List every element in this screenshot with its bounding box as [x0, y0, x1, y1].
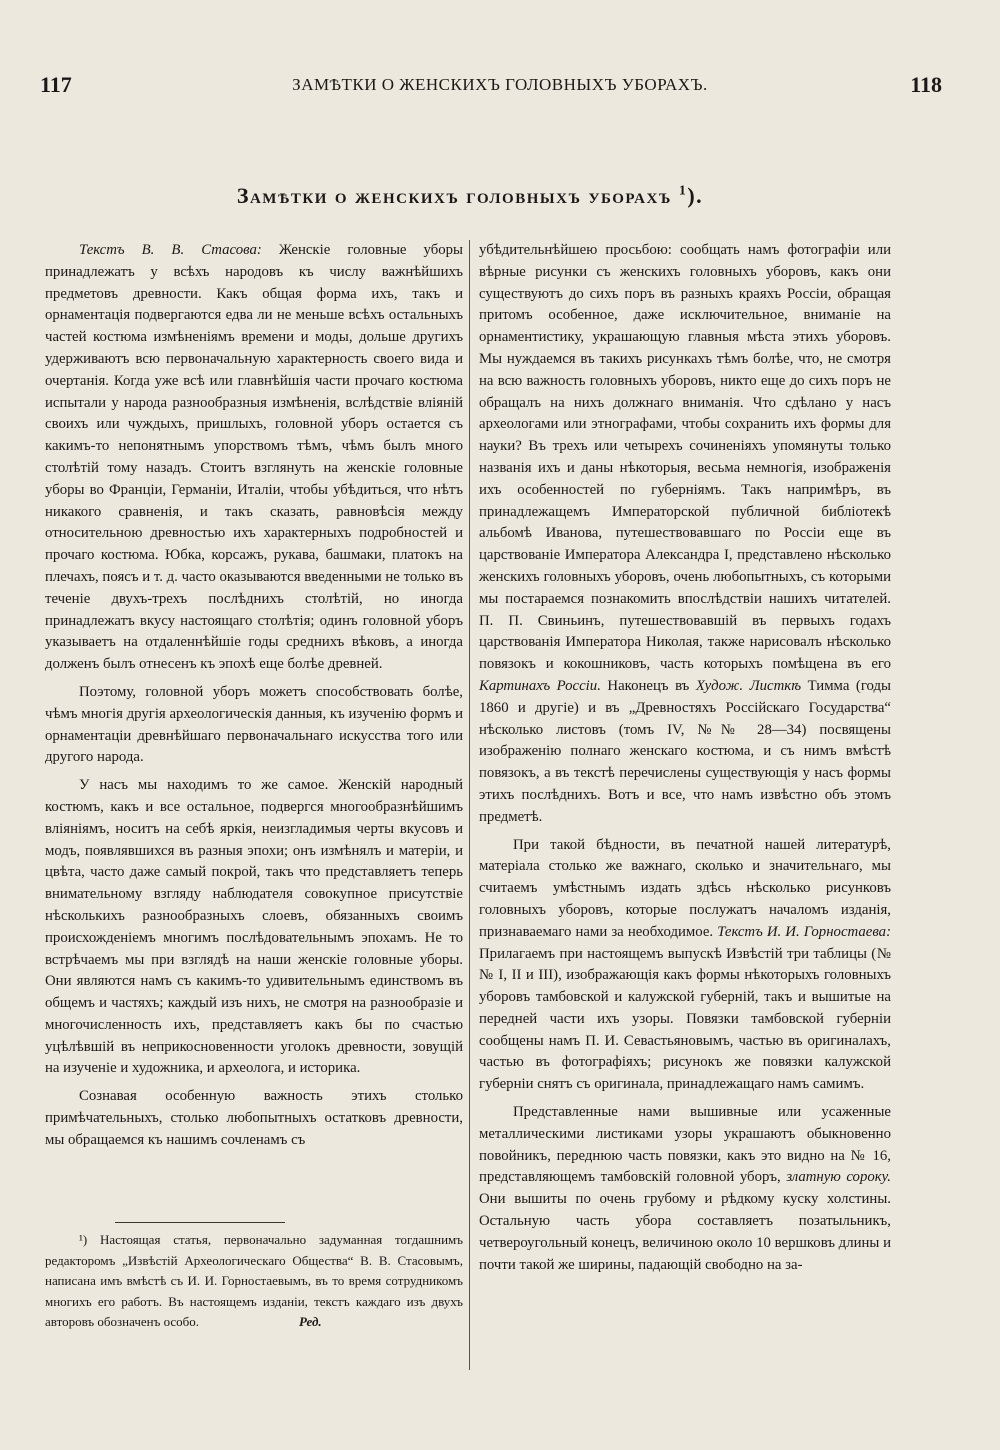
- footnote-text: Настоящая статья, первоначально задуманная тогдашнимъ редакторомъ „Извѣстiй Археологическаго Общества“ В. В. Стасовымъ, написана имъ вмѣстѣ съ И. И. Горностаевымъ, въ то время сотрудникомъ многихъ его работъ. Въ настоящемъ изданiи, текстъ каждаго изъ двухъ авторовъ обозначенъ особо.: [45, 1232, 463, 1329]
- paragraph-text: Тимма (годы 1860 и другiе) и въ „Древностяхъ Россiйскаго Государства“ нѣсколько листовъ (томъ IV, №№ 28—34) посвящены изображенiю полнаго женскаго костюма, и съ нимъ вмѣстѣ повязокъ, а въ текстѣ перечислены существующiя у насъ формы этихъ послѣднихъ. Вотъ и все, что намъ извѣстно объ этомъ предметѣ.: [479, 677, 891, 825]
- column-divider: [469, 240, 470, 1370]
- footnote-rule: [115, 1222, 285, 1223]
- author-label: Текстъ И. И. Горностаева:: [717, 923, 891, 940]
- italic-phrase: златную сороку.: [786, 1169, 892, 1186]
- paragraph: Поэтому, головной уборъ можетъ способствовать болѣе, чѣмъ многiя другiя археологическiя данныя, къ изученiю формъ и орнаментацiи древнѣйшаго первоначальнаго искусства того или другого народа.: [45, 683, 463, 766]
- paragraph: [479, 835, 891, 1097]
- italic-title: Картинахъ Россiи.: [479, 677, 601, 694]
- paragraph-text: убѣдительнѣйшею просьбою: сообщать намъ фотографiи или вѣрные рисунки съ женскихъ головныхъ уборовъ, какъ они существуютъ до сихъ поръ въ разныхъ краяхъ Россiи, обращая притомъ особенное, даже исключительное, вниманiе на орнаментистику, украшающую главныя мѣста этихъ уборовъ. Мы нуждаемся въ такихъ рисункахъ тѣмъ болѣе, что, не смотря на всю важность головныхъ уборовъ, никто еще до сихъ поръ не обращалъ на нихъ должнаго вниманiя. Что сдѣлано у насъ археологами или этнографами, чтобы сохранить ихъ формы для науки? Въ трехъ или четырехъ сочиненiяхъ упомянуты только названiя ихъ и даны нѣкоторыя, весьма немногiя, изображенiя ихъ особенностей по губернiямъ. Такъ напримѣръ, въ принадлежащемъ Императорской публичной библiотекѣ альбомѣ Иванова, путешествовавшаго по Россiи еще въ царствованiе Императора Александра I, представлено нѣсколько женскихъ головныхъ уборовъ, очень любопытныхъ, съ которыми мы постараемся познакомить впослѣдствiи нашихъ читателей. П. П. Свиньинъ, путешествовавшiй въ первыхъ годахъ царствованiя Императора Николая, также нарисовалъ нѣсколько повязокъ и кокошниковъ, часть которыхъ помѣщена въ его: [479, 242, 891, 673]
- footnote-mark: ¹): [79, 1232, 88, 1247]
- paragraph: У насъ мы находимъ то же самое. Женскiй народный костюмъ, какъ и все остальное, подвергся многообразнѣйшимъ влiянiямъ, носитъ на себѣ яркiя, неизгладимыя черты вкусовъ и модъ, появлявшихся въ разныя эпохи; онъ измѣнялъ и матерiи, и цвѣта, часто даже самый покрой, такъ что представляетъ теперь внимательному взгляду наблюдателя совокупное присутствiе нѣсколькихъ разнообразныхъ слоевъ, обязанныхъ своимъ происхожденiемъ многимъ послѣдовательнымъ эпохамъ. Не то встрѣчаемъ мы при взглядѣ на наши женскiе головные уборы. Они являются намъ съ какимъ-то удивительнымъ единствомъ въ общемъ и частяхъ; каждый изъ нихъ, не смотря на разнообразiе и многочисленность ихъ, представляетъ какъ бы по счастью уцѣлѣвшiй въ неприкосновенности уголокъ древности, зовущiй на изученiе и художника, и археолога, и историка.: [45, 777, 463, 1077]
- running-title: ЗАМѢТКИ О ЖЕНСКИХЪ ГОЛОВНЫХЪ УБОРАХЪ.: [292, 75, 708, 94]
- paragraph-text: Женскiе головные уборы принадлежатъ у всѣхъ народовъ къ числу важнѣйшихъ предметовъ древности. Какъ общая форма ихъ, такъ и орнаментацiя подвергаются едва ли не меньше всѣхъ остальныхъ частей костюма измѣненiямъ времени и моды, дольше другихъ удерживаютъ всю первоначальную характерность своего вида и очертанiя. Когда уже всѣ или главнѣйшiя части прочаго костюма испытали у народа разнообразныя измѣненiя, вслѣдствiе влiянiй своихъ или чуждыхъ, пришлыхъ, головной уборъ остается съ какимъ-то непонятнымъ упорствомъ тѣмъ, чѣмъ былъ много столѣтiй тому назадъ. Стоитъ взглянуть на женскiе головные уборы во Францiи, Германiи, Италiи, чтобы убѣдиться, что нѣтъ никакого сравненiя, и такъ сказать, равновѣсiя между относительною древностью ихъ характерныхъ подробностей и прочаго костюма. Юбка, корсажъ, рукава, башмаки, платокъ на плечахъ, поясъ и т. д. часто оказываются введенными не только въ теченiе двухъ-трехъ послѣднихъ столѣтiй, но иногда принадлежатъ вкусу настоящаго столѣтiя; одинъ головной уборъ указываетъ на отдаленнѣйшiе годы среднихъ вѣковъ, а иногда долженъ былъ отнесенъ къ эпохѣ еще болѣе древней.: [45, 242, 463, 673]
- paragraph-text: Наконецъ въ: [607, 677, 690, 694]
- footnote-signature: Ред.: [299, 1314, 322, 1329]
- paragraph: Сознавая особенную важность этихъ столько примѣчательныхъ, столько любопытныхъ остатковъ древности, мы обращаемся къ нашимъ сочленамъ съ: [45, 1088, 463, 1148]
- page-number-right: 118: [910, 72, 942, 97]
- author-label: Текстъ В. В. Стасова:: [79, 242, 262, 258]
- page-number-left: 117: [40, 72, 72, 97]
- paragraph: [479, 1102, 891, 1276]
- article-title-text: Замѣтки о женскихъ головныхъ уборахъ: [236, 183, 672, 208]
- italic-title: Худож. Листкѣ: [695, 677, 802, 694]
- running-header: [0, 72, 1000, 102]
- article-title: [0, 183, 940, 209]
- footnote: [45, 1230, 463, 1333]
- paragraph: [479, 240, 891, 829]
- paragraph-text: Прилагаемъ при настоящемъ выпускѣ Извѣстiй три таблицы (№№ I, II и III), изображающiя какъ формы нѣкоторыхъ головныхъ уборовъ тамбовской и калужской губернiй, такъ и вышитые на передней части ихъ узоры. Повязки тамбовской губернiи сообщены намъ П. И. Севастьяновымъ, частью въ оригиналахъ, частью въ фотографiяхъ; рисунокъ же повязки калужской губернiи снятъ съ оригинала, принадлежащаго намъ самимъ.: [479, 945, 891, 1093]
- paragraph: [45, 240, 463, 676]
- paragraph-text: Представленные нами вышивные или усаженные металлическими листиками узоры украшаютъ обыкновенно повойникъ, переднюю часть повязки, какъ это видно на № 16, представляющемъ тамбовскiй головной уборъ,: [479, 1104, 891, 1186]
- title-end: ).: [687, 183, 704, 208]
- right-column: [479, 240, 891, 1276]
- title-footnote-mark: 1: [678, 183, 688, 199]
- paragraph-text: При такой бѣдности, въ печатной нашей литературѣ, матерiала столько же важнаго, сколько и значительнаго, мы считаемъ умѣстнымъ издать здѣсь нѣсколько рисунковъ головныхъ уборовъ, которые послужатъ началомъ изданiя, признаваемаго нами за необходимое.: [479, 836, 891, 940]
- left-column: [45, 240, 463, 1152]
- paragraph-text: Они вышиты по очень грубому и рѣдкому куску холстины. Остальную часть убора составляетъ позатыльникъ, четвероугольный конецъ, величиною около 10 вершковъ длины и почти такой же ширины, падающiй свободно на за-: [479, 1191, 891, 1273]
